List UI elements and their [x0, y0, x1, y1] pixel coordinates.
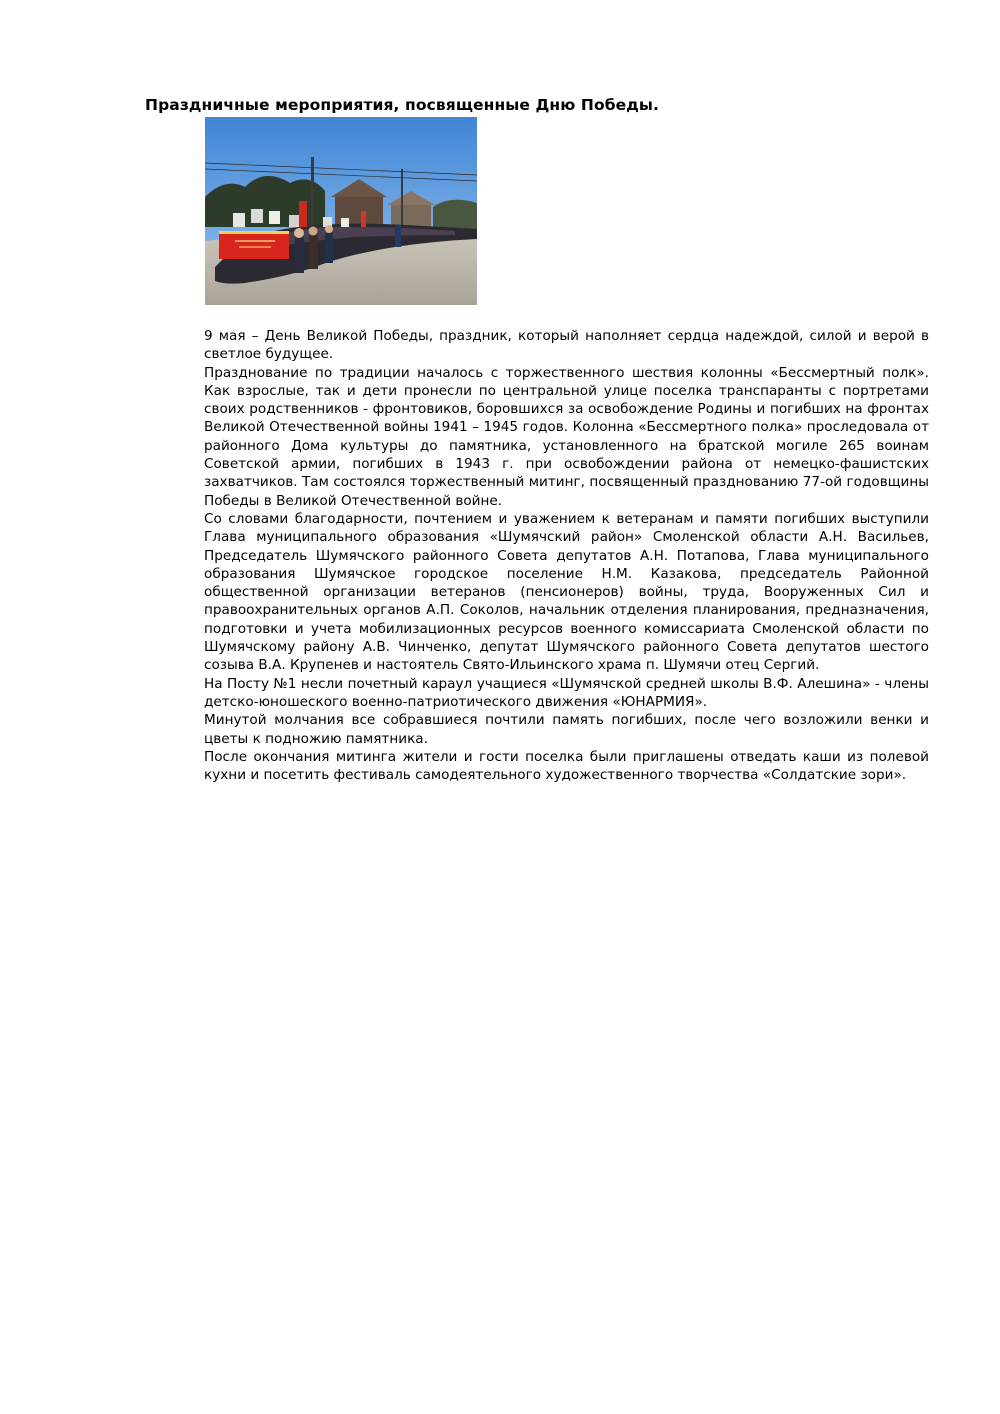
page-title: Праздничные мероприятия, посвященные Дню Победы. [145, 96, 659, 114]
paragraph-intro: 9 мая – День Великой Победы, праздник, который наполняет сердца надеждой, силой и верой в светлое будущее. [204, 328, 929, 363]
paragraph-festival: После окончания митинга жители и гости поселка были приглашены отведать каши из полевой кухни и посетить фестиваль самодеятельного художественного творчества «Солдатские зори». [204, 748, 929, 784]
paragraph-honor-guard: На Посту №1 несли почетный караул учащиеся «Шумячской средней школы В.Ф. Алешина» - члены детско-юношеского военно-патриотического движения «ЮНАРМИЯ». [204, 675, 929, 710]
article-body [204, 327, 929, 784]
paragraph-speakers: Со словами благодарности, почтением и уважением к ветеранам и памяти погибших выступили Глава муниципального образования «Шумячский район» Смоленской области А.Н. Васильев, Председатель Шумячского районного Совета депутатов А.Н. Потапова, Глава муниципального образования Шумячское городское поселение Н.М. Казакова, председатель Районной общественной организации ветеранов (пенсионеров) войны, труда, Вооруженных Сил и правоохранительных органов А.П. Соколов, начальник отделения планирования, предназначения, подготовки и учета мобилизационных ресурсов военного комиссариата Смоленской области по Шумячскому району А.В. Чинченко, депутат Шумячского районного Совета депутатов шестого созыва В.А. Крупенев и настоятель Свято-Ильинского храма п. Шумячи отец Сергий. [204, 510, 929, 674]
paragraph-minute-of-silence: Минутой молчания все собравшиеся почтили память погибших, после чего возложили венки и цветы к подножию памятника. [204, 712, 929, 747]
parade-photo-icon [205, 117, 477, 305]
paragraph-immortal-regiment: Празднование по традиции началось с торжественного шествия колонны «Бессмертный полк». Как взрослые, так и дети пронесли по центральной улице поселка транспаранты с портретами своих родственников - фронтовиков, боровшихся за освобождение Родины и погибших на фронтах Великой Отечественной войны 1941 – 1945 годов. Колонна «Бессмертного полка» проследовала от районного Дома культуры до памятника, установленного на братской могиле 265 воинам Советской армии, погибших в 1943 г. при освобождении района от немецко-фашистских захватчиков. Там состоялся торжественный митинг, посвященный празднованию 77-ой годовщины Победы в Великой Отечественной войне. [204, 364, 929, 509]
